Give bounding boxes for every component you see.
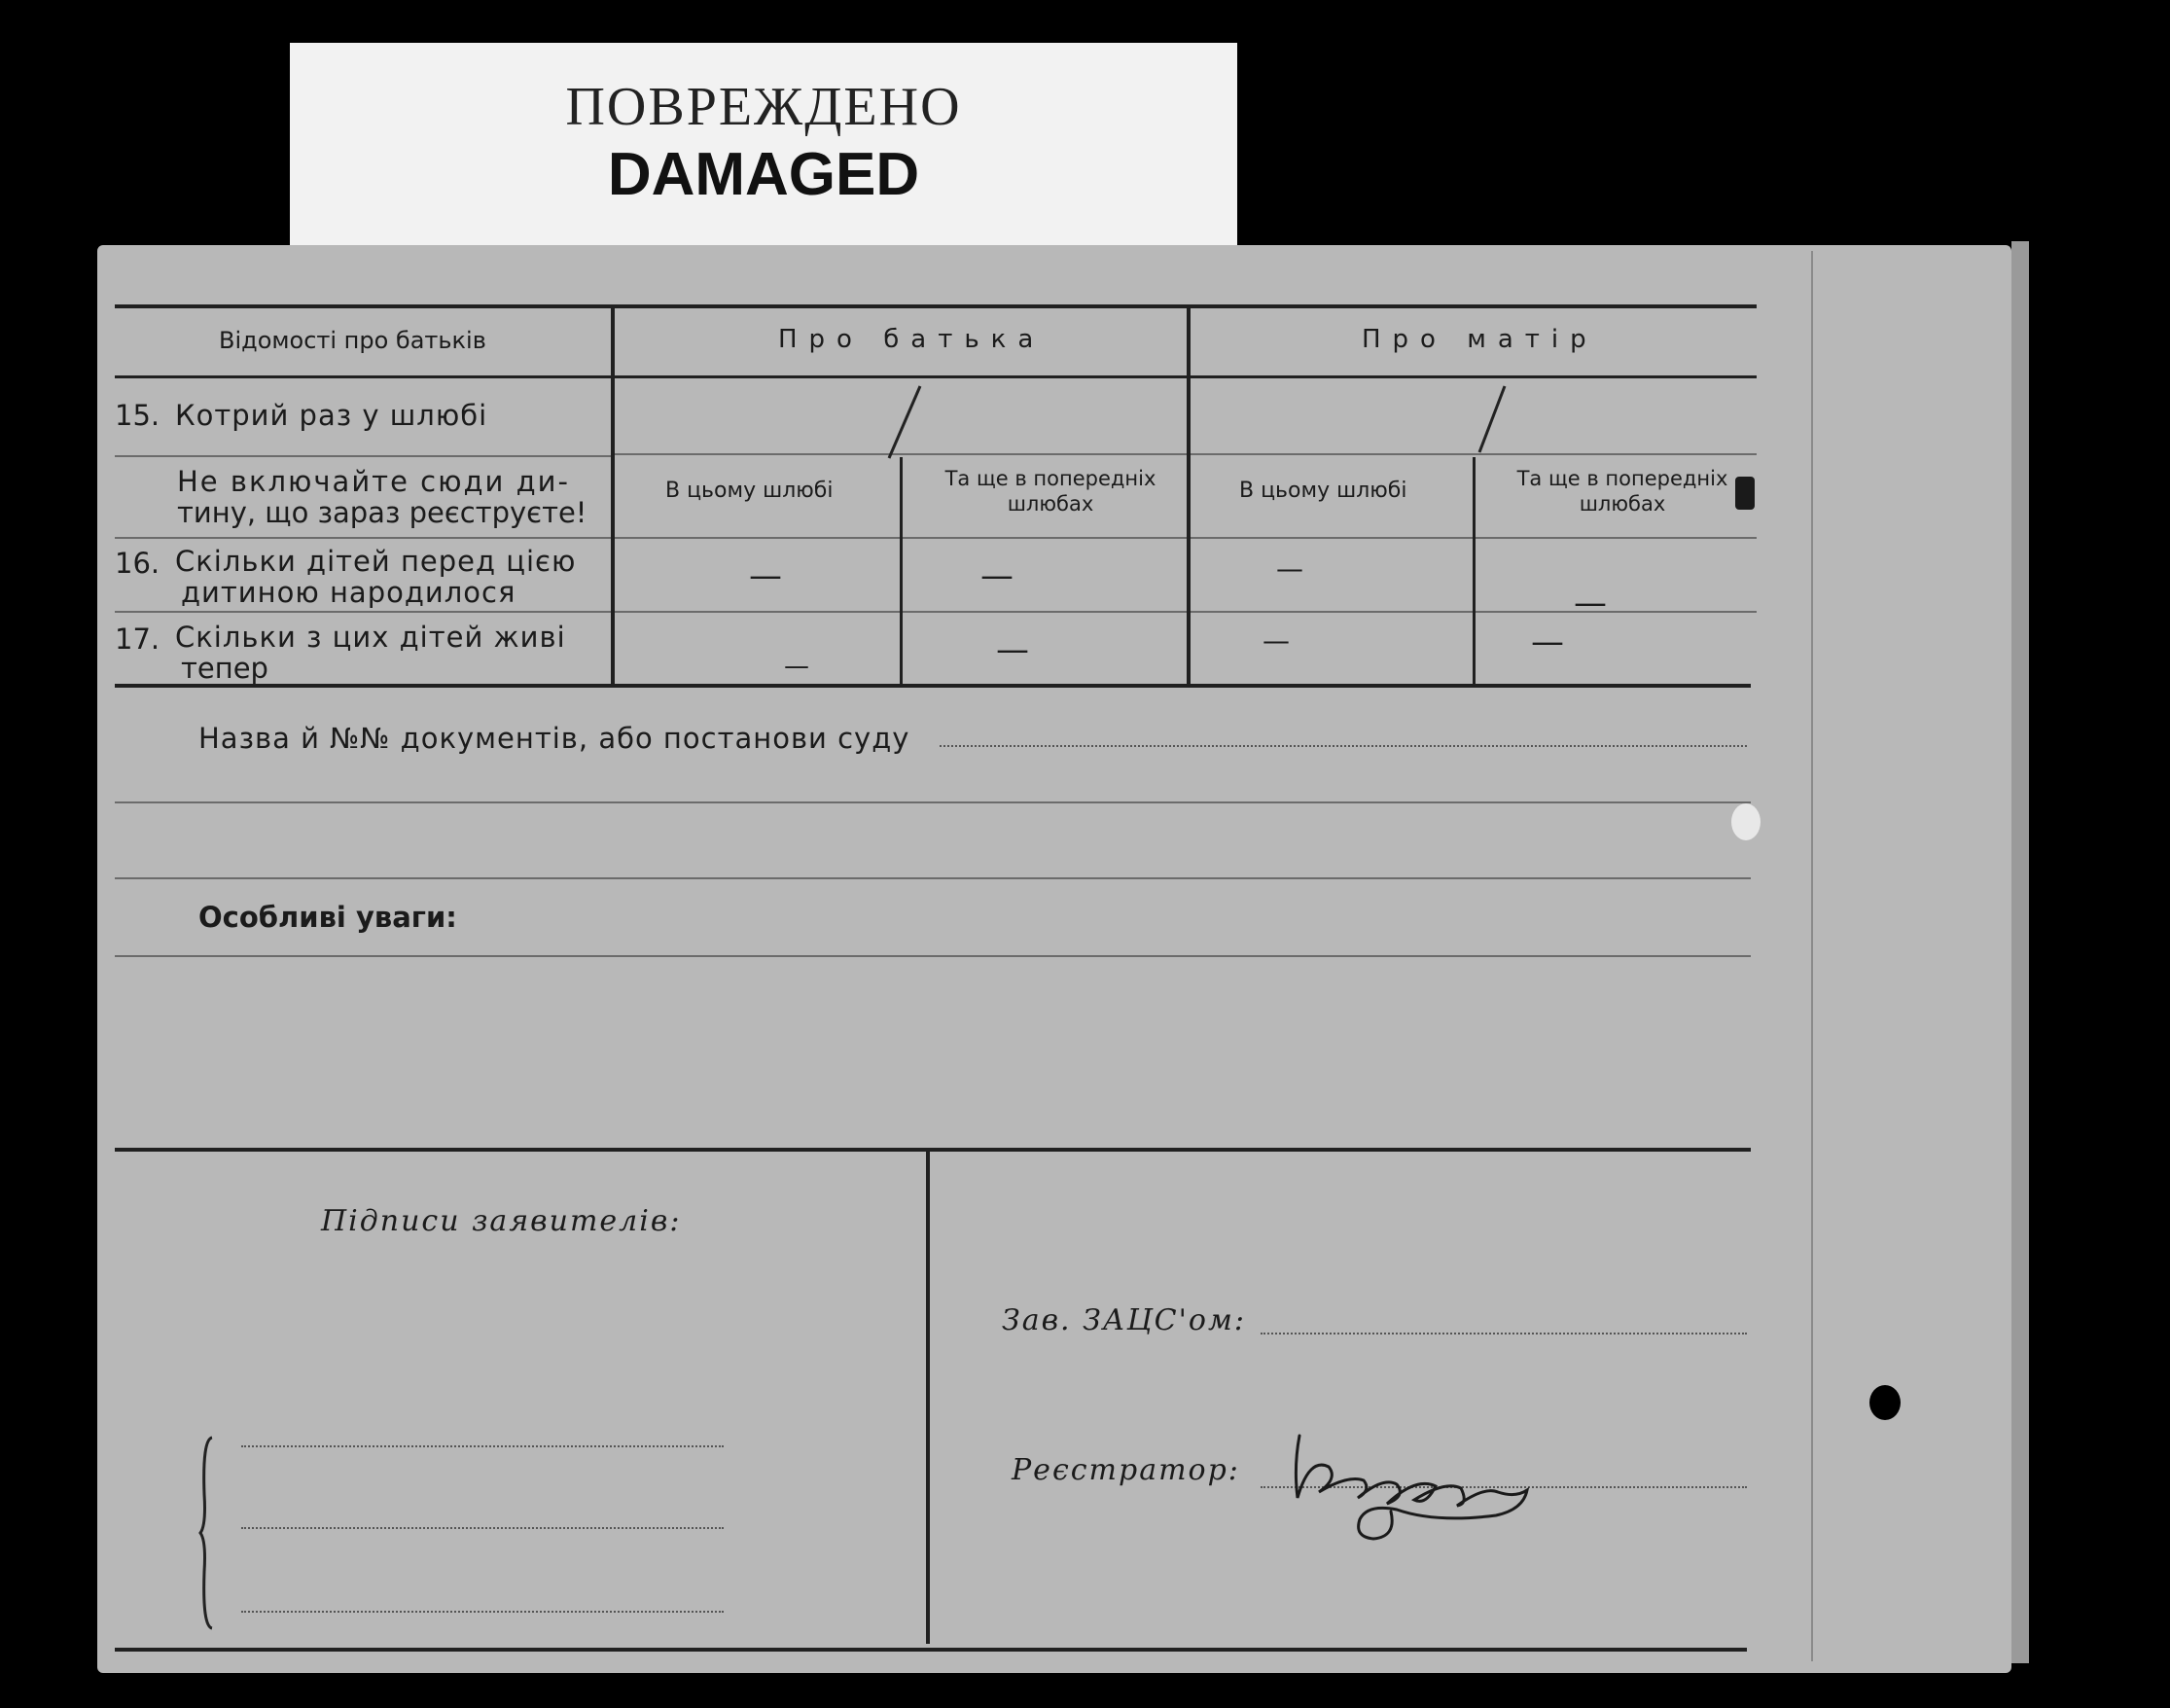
- header-father: Про батька: [778, 325, 1046, 354]
- applicants-signature-label: Підписи заявителів:: [321, 1204, 682, 1238]
- sheet-fold-line: [1811, 251, 1813, 1661]
- row16-father-this-value: —: [749, 556, 782, 595]
- subheader-mother-prev-1: Та ще в попередніх: [1516, 467, 1728, 490]
- head-of-registry-line: [1261, 1333, 1747, 1334]
- row16-number: 16.: [115, 547, 160, 580]
- col-divider-father: [900, 457, 903, 686]
- signatures-top-rule: [115, 1148, 1751, 1152]
- note-line-1: Не включайте сюди ди-: [177, 465, 570, 498]
- row17-father-prev-value: —: [996, 630, 1029, 669]
- row16-father-prev-value: —: [980, 556, 1014, 595]
- row17-mother-this-value: —: [1263, 624, 1290, 657]
- special-notes-label: Особливі уваги:: [198, 901, 457, 934]
- row-divider: [613, 453, 1757, 455]
- sheet-bottom-rule: [115, 1648, 1747, 1652]
- documents-fill-line: [940, 745, 1747, 747]
- documents-label: Назва й №№ документів, або постанови суду: [198, 722, 910, 755]
- col-divider-info: [611, 304, 615, 686]
- registrar-label: Реєстратор:: [1012, 1453, 1240, 1487]
- col-divider-mother: [1473, 457, 1476, 686]
- clip-mark: [1735, 477, 1755, 510]
- applicant-signature-line-2: [241, 1527, 724, 1529]
- head-of-registry-label: Зав. ЗАЦС'ом:: [1002, 1303, 1246, 1337]
- special-notes-line: [115, 955, 1751, 957]
- applicants-brace: [198, 1436, 218, 1630]
- row17-mother-prev-value: —: [1531, 623, 1560, 661]
- table-bottom-rule: [115, 684, 1751, 688]
- row16-mother-prev-value: —: [1574, 584, 1607, 623]
- applicant-signature-line-3: [241, 1611, 724, 1613]
- paper-stack-edge: [2011, 241, 2029, 1663]
- documents-line-2: [115, 801, 1751, 803]
- signatures-divider: [926, 1150, 930, 1644]
- row16-line-1: Скільки дітей перед цією: [175, 545, 577, 578]
- table-header-rule: [115, 375, 1757, 378]
- row17-line-2: тепер: [181, 652, 268, 685]
- subheader-mother-prev-2: шлюбах: [1579, 492, 1666, 516]
- damaged-label-en: DAMAGED: [607, 141, 920, 208]
- subheader-father-prev-2: шлюбах: [1007, 492, 1094, 516]
- subheader-father-prev-1: Та ще в попередніх: [944, 467, 1156, 490]
- row15-label: Котрий раз у шлюбі: [175, 399, 488, 432]
- col-divider-parents: [1187, 304, 1191, 686]
- header-info: Відомості про батьків: [219, 327, 486, 354]
- registrar-signature: [1290, 1428, 1543, 1545]
- table-top-rule: [115, 304, 1757, 308]
- row-divider: [115, 537, 1757, 539]
- row16-line-2: дитиною народилося: [181, 576, 516, 609]
- row17-father-this-value: —: [784, 652, 809, 681]
- subheader-father-this: В цьому шлюбі: [665, 479, 834, 503]
- row15-father-mark: [885, 384, 924, 462]
- row15-number: 15.: [115, 399, 160, 432]
- row17-line-1: Скільки з цих дітей живі: [175, 621, 566, 654]
- punch-hole: [1731, 803, 1761, 840]
- row-divider: [115, 455, 611, 457]
- header-mother: Про матір: [1362, 325, 1598, 354]
- applicant-signature-line-1: [241, 1445, 724, 1447]
- punch-hole: [1869, 1385, 1901, 1420]
- documents-line-3: [115, 877, 1751, 879]
- damaged-label-card: [290, 43, 1237, 253]
- row15-mother-mark: [1474, 384, 1512, 462]
- row16-mother-this-value: —: [1276, 552, 1303, 585]
- row-divider: [115, 611, 1757, 613]
- damaged-label-ua: ПОВРЕЖДЕНО: [565, 77, 962, 137]
- row17-number: 17.: [115, 623, 160, 656]
- subheader-mother-this: В цьому шлюбі: [1239, 479, 1407, 503]
- note-line-2: тину, що зараз реєструєте!: [177, 496, 587, 529]
